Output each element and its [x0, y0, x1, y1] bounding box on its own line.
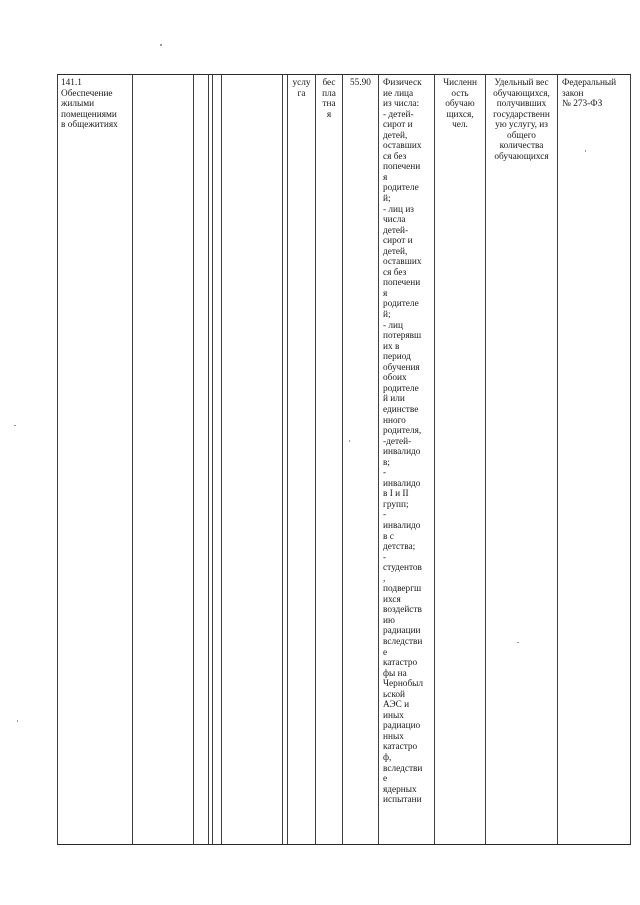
- quality-indicator-cell: Удельный вес обучающихся, получивших государственн ую услугу, из общего количества обучающихся: [493, 78, 550, 162]
- scan-speck: [585, 150, 586, 152]
- consumer-categories-cell: Физическ ие лица из числа: - детей- сирот и детей, оставших ся без попечени я родителе й; - лиц из числа детей- сирот и детей, оставших ся без попечени я родителе й; - лиц потерявш их в период обучения обоих родителе й или единстве нного родителя, -детей- инвалидо в; - инвалидо в I и II групп; - инвалидо в с детства; - студентов , подвергш ихся воздейств ию радиации вследстви е катастро фы на Чернобыл ьской АЭС и иных радиацио нных катастро ф, вследстви е ядерных испытани: [383, 78, 424, 806]
- scan-speck: [14, 425, 16, 426]
- payment-type-cell: бес пла тна я: [322, 78, 336, 120]
- legal-basis-cell: Федеральный закон № 273-ФЗ: [562, 78, 617, 110]
- volume-indicator-cell: Численн ость обучаю щихся, чел.: [443, 78, 477, 131]
- service-type-cell: услу га: [292, 78, 311, 99]
- service-name-cell: 141.1 Обеспечение жилыми помещениями в общежитиях: [61, 78, 118, 131]
- scan-speck: [517, 642, 519, 643]
- scan-speck: [17, 720, 18, 722]
- activity-code-cell: 55.90: [350, 78, 371, 88]
- scan-speck: [160, 44, 162, 46]
- scan-speck: [349, 440, 350, 442]
